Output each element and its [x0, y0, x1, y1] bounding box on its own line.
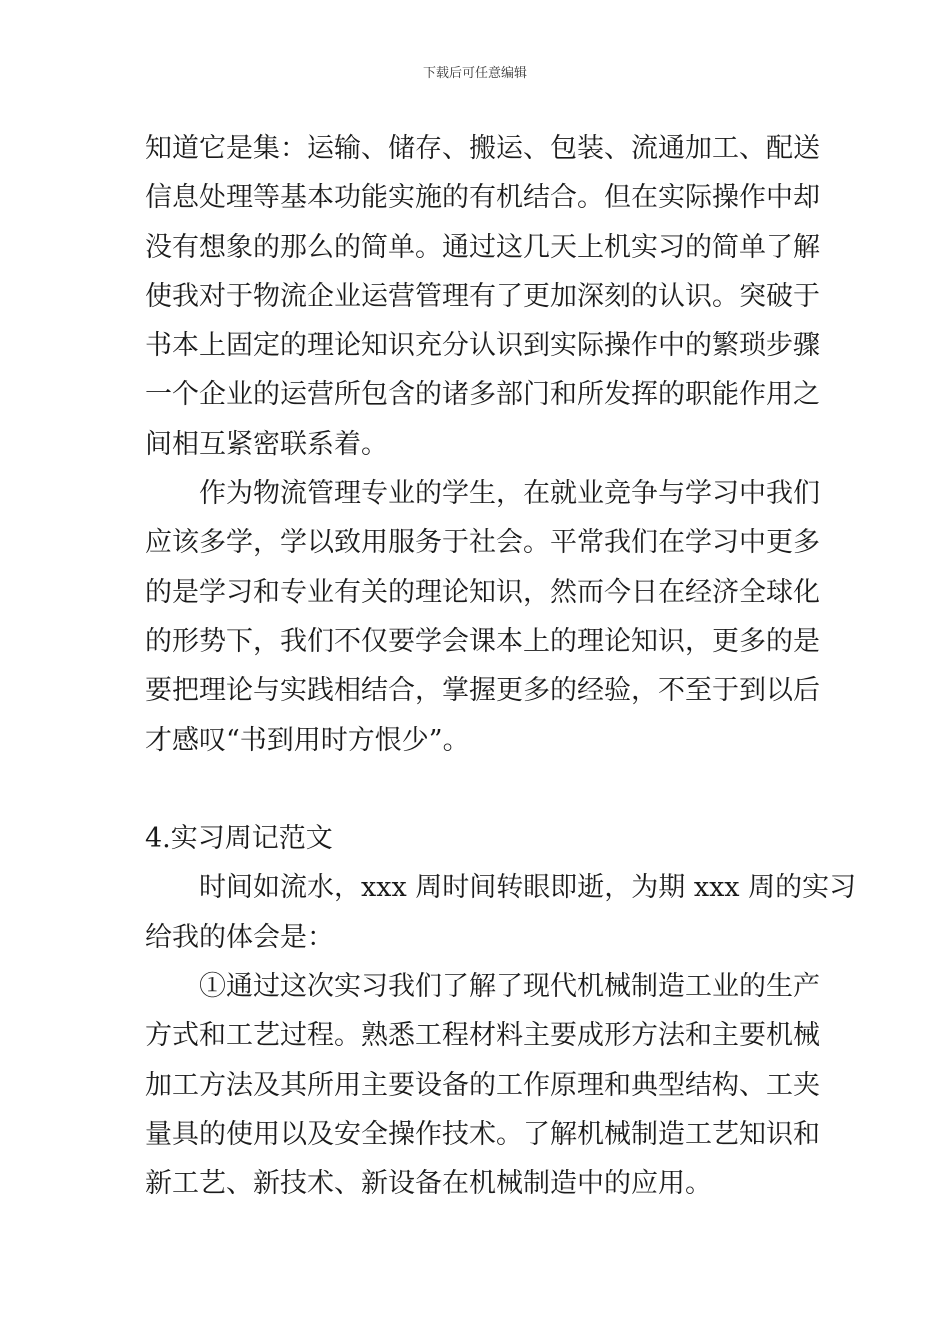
text-line: 时间如流水，xxx 周时间转眼即逝，为期 xxx 周的实习	[199, 872, 857, 904]
text-line: 应该多学，学以致用服务于社会。平常我们在学习中更多	[145, 527, 820, 559]
text-line: 知道它是集：运输、储存、搬运、包装、流通加工、配送	[145, 133, 820, 164]
paragraph	[145, 124, 820, 469]
paragraph	[145, 863, 857, 962]
text-line: 的形势下，我们不仅要学会课本上的理论知识，更多的是	[145, 625, 820, 657]
document-body	[145, 124, 857, 1209]
text-line: ①通过这次实习我们了解了现代机械制造工业的生产	[199, 971, 820, 1003]
text-line: 要把理论与实践相结合，掌握更多的经验，不至于到以后	[145, 675, 820, 707]
text-line: 量具的使用以及安全操作技术。了解机械制造工艺知识和	[145, 1118, 820, 1150]
text-line: 才感叹“书到用时方恨少”。	[145, 724, 470, 756]
page-header: 下载后可任意编辑	[422, 66, 527, 81]
blank-line	[145, 765, 810, 814]
text-line: 一个企业的运营所包含的诸多部门和所发挥的职能作用之	[145, 379, 820, 411]
text-line: 方式和工艺过程。熟悉工程材料主要成形方法和主要机械	[145, 1020, 820, 1052]
text-line: 使我对于物流企业运营管理有了更加深刻的认识。突破于	[145, 280, 820, 312]
text-line: 没有想象的那么的简单。通过这几天上机实习的简单了解	[145, 231, 820, 263]
paragraph	[145, 962, 820, 1208]
text-line: 的是学习和专业有关的理论知识，然而今日在经济全球化	[145, 576, 820, 608]
text-line: 给我的体会是：	[145, 921, 334, 953]
text-line: 作为物流管理专业的学生，在就业竞争与学习中我们	[199, 478, 820, 510]
text-line: 信息处理等基本功能实施的有机结合。但在实际操作中却	[145, 182, 820, 214]
text-line: 加工方法及其所用主要设备的工作原理和典型结构、工夹	[145, 1069, 820, 1101]
text-line: 间相互紧密联系着。	[145, 428, 388, 460]
section-heading: 4.实习周记范文	[145, 823, 333, 855]
text-line: 书本上固定的理论知识充分认识到实际操作中的繁琐步骤	[145, 330, 820, 362]
paragraph	[145, 469, 820, 765]
text-line: 新工艺、新技术、新设备在机械制造中的应用。	[145, 1168, 712, 1200]
